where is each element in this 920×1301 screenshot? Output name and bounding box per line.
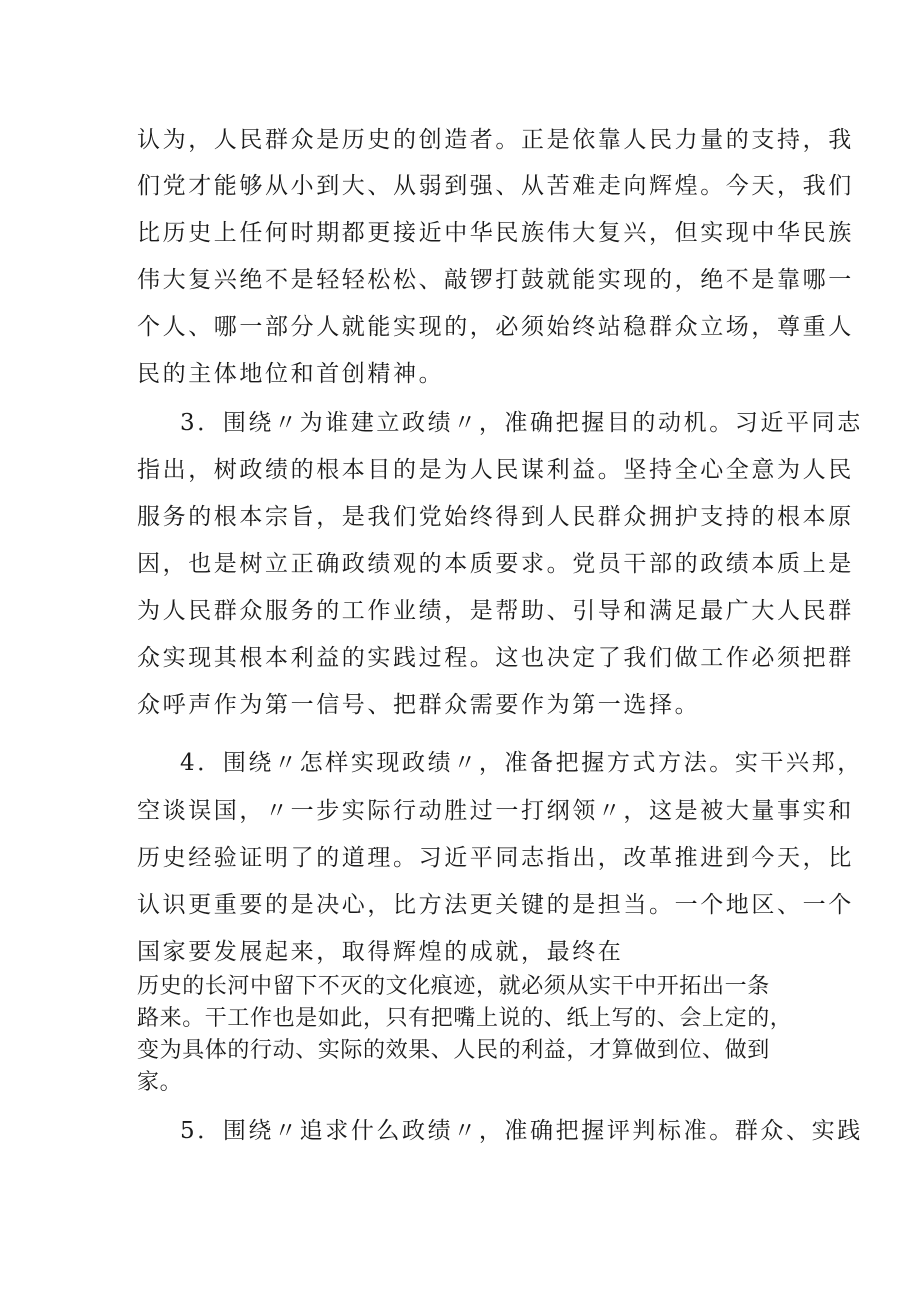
text-line: 认识更重要的是决心，比方法更关键的是担当。一个地区、一个 (137, 892, 854, 918)
text-line: 国家要发展起来，取得辉煌的成就，最终在 (137, 939, 624, 965)
section-heading-4: 4．围绕〃怎样实现政绩〃，准备把握方式方法。实干兴邦， (180, 750, 863, 776)
text-line: 比历史上任何时期都更接近中华民族伟大复兴，但实现中华民族 (137, 220, 854, 246)
text-line: 服务的根本宗旨，是我们党始终得到人民群众拥护支持的根本原 (137, 504, 854, 530)
text-line: 为人民群众服务的工作业绩，是帮助、引导和满足最广大人民群 (137, 598, 854, 624)
text-line: 历史的长河中留下不灭的文化痕迹，就必须从实干中开拓出一条 (137, 974, 770, 999)
text-line: 家。 (137, 1070, 183, 1095)
text-line: 指出，树政绩的根本目的是为人民谋利益。坚持全心全意为人民 (137, 457, 854, 483)
text-line: 个人、哪一部分人就能实现的，必须始终站稳群众立场，尊重人 (137, 314, 854, 340)
text-line: 因，也是树立正确政绩观的本质要求。党员干部的政绩本质上是 (137, 551, 854, 577)
text-line: 路来。干工作也是如此，只有把嘴上说的、纸上写的、会上定的， (137, 1006, 793, 1031)
text-line: 伟大复兴绝不是轻轻松松、敲锣打鼓就能实现的，绝不是靠哪一 (137, 267, 854, 293)
text-line: 们党才能够从小到大、从弱到强、从苦难走向辉煌。今天，我们 (137, 173, 854, 199)
text-line: 历史经验证明了的道理。习近平同志指出，改革推进到今天，比 (137, 845, 854, 871)
section-heading-5: 5．围绕〃追求什么政绩〃，准确把握评判标准。群众、实践 (180, 1118, 863, 1144)
section-heading-3: 3．围绕〃为谁建立政绩〃，准确把握目的动机。习近平同志 (180, 410, 863, 436)
text-line: 空谈误国，〃一步实际行动胜过一打纲领〃，这是被大量事实和 (137, 798, 854, 824)
text-line: 认为，人民群众是历史的创造者。正是依靠人民力量的支持，我 (137, 127, 854, 153)
text-line: 众呼声作为第一信号、把群众需要作为第一选择。 (137, 692, 701, 718)
text-line: 众实现其根本利益的实践过程。这也决定了我们做工作必须把群 (137, 645, 854, 671)
text-line: 民的主体地位和首创精神。 (137, 361, 445, 387)
text-line: 变为具体的行动、实际的效果、人民的利益，才算做到位、做到 (137, 1038, 770, 1063)
